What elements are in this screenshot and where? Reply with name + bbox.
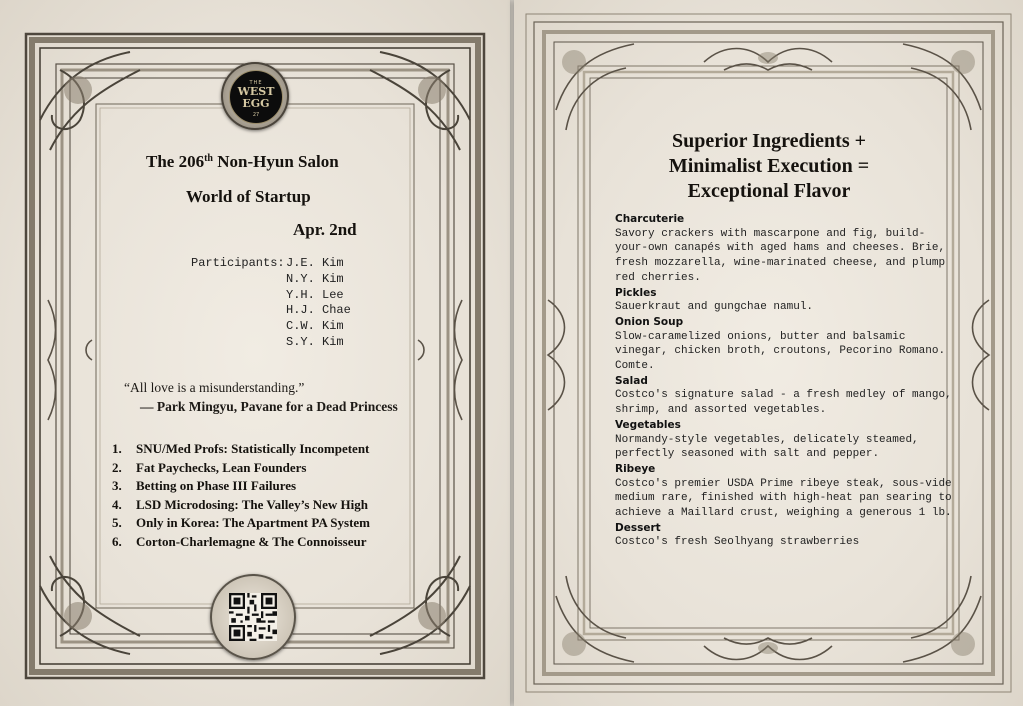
heading-line: Exceptional Flavor — [687, 180, 851, 202]
course-description: Savory crackers with mascarpone and fig, build- — [615, 227, 926, 240]
salon-date: Apr. 2nd — [293, 220, 357, 239]
course-description: Normandy-style vegetables, delicately steamed, — [615, 433, 919, 446]
course-description: fresh mozzarella, wine-marinated cheese, and plump — [615, 257, 946, 270]
qr-code-icon — [229, 593, 277, 641]
menu-card — [514, 0, 1023, 706]
participant-name: H.J. Chae — [286, 303, 351, 318]
course-description: perfectly seasoned with salt and pepper. — [615, 448, 880, 461]
topic-item: 4. LSD Microdosing: The Valley’s New High — [112, 496, 368, 512]
logo-top-text: THE — [249, 80, 263, 86]
participant-name: J.E. Kim — [286, 256, 344, 270]
course-description: vinegar, chicken broth, croutons, Pecorino Romano. — [615, 345, 946, 358]
west-egg-logo — [221, 62, 289, 130]
course-description: Comte. — [615, 360, 655, 373]
qr-code-badge[interactable] — [210, 574, 296, 660]
course-description: Costco's signature salad - a fresh medley of mango, — [615, 389, 952, 402]
course-item — [615, 521, 955, 550]
course-description: shrimp, and assorted vegetables. — [615, 404, 827, 417]
course-description: red cherries. — [615, 271, 701, 284]
course-list — [615, 212, 955, 550]
menu-heading — [614, 129, 924, 204]
course-name: Ribeye — [615, 462, 656, 475]
course-name: Dessert — [615, 521, 661, 534]
course-description: Sauerkraut and gungchae namul. — [615, 301, 814, 314]
quote-author: — Park Mingyu, Pavane for a Dead Princess — [140, 399, 398, 414]
course-item — [615, 374, 955, 418]
heading-line: Superior Ingredients + — [671, 130, 866, 152]
course-item — [615, 286, 955, 315]
course-name: Vegetables — [615, 418, 681, 431]
logo-number: 27 — [252, 112, 260, 118]
course-item — [615, 315, 955, 374]
course-item — [615, 418, 955, 462]
course-description: achieve a Maillard crust, weighing a generous 1 lb. — [615, 507, 952, 520]
participants-label: Participants: — [191, 256, 285, 270]
course-description: medium rare, finished with high-heat pan searing to — [615, 492, 952, 505]
participants-list — [286, 256, 351, 351]
topic-item: 3. Betting on Phase III Failures — [112, 478, 297, 494]
participant-name: N.Y. Kim — [286, 271, 344, 286]
topics-list — [112, 440, 370, 552]
salon-subtitle: World of Startup — [186, 187, 311, 206]
topic-item: 6. Corton-Charlemagne & The Connoisseur — [112, 533, 367, 549]
participant-name: C.W. Kim — [286, 319, 344, 334]
quote-text: “All love is a misunderstanding.” — [124, 380, 305, 395]
topic-item: 2. Fat Paychecks, Lean Founders — [112, 459, 307, 475]
participant-name: S.Y. Kim — [286, 334, 344, 349]
course-name: Pickles — [615, 286, 657, 299]
salon-invitation-card — [0, 0, 510, 706]
salon-title: The 206th Non-Hyun Salon — [146, 152, 339, 171]
logo-word-egg: EGG — [242, 97, 270, 110]
heading-line: Minimalist Execution = — [668, 155, 870, 177]
course-item — [615, 462, 955, 521]
course-name: Onion Soup — [615, 315, 684, 328]
course-item — [615, 212, 955, 286]
logo-word-west: WEST — [237, 85, 275, 98]
topic-item: 1. SNU/Med Profs: Statistically Incompetent — [112, 441, 370, 456]
topic-item: 5. Only in Korea: The Apartment PA System — [112, 515, 370, 531]
course-description: Costco's fresh Seolhyang strawberries — [615, 536, 860, 549]
participants-block — [191, 256, 421, 356]
course-description: Costco's premier USDA Prime ribeye steak, sous-vide — [615, 477, 952, 490]
course-name: Salad — [615, 374, 648, 387]
course-description: Slow-caramelized onions, butter and balsamic — [615, 330, 906, 343]
logo-emblem — [229, 70, 283, 124]
course-description: your-own canapés with aged hams and cheeses. Brie, — [615, 242, 946, 255]
course-name: Charcuterie — [615, 213, 685, 225]
participant-name: Y.H. Lee — [286, 287, 344, 302]
